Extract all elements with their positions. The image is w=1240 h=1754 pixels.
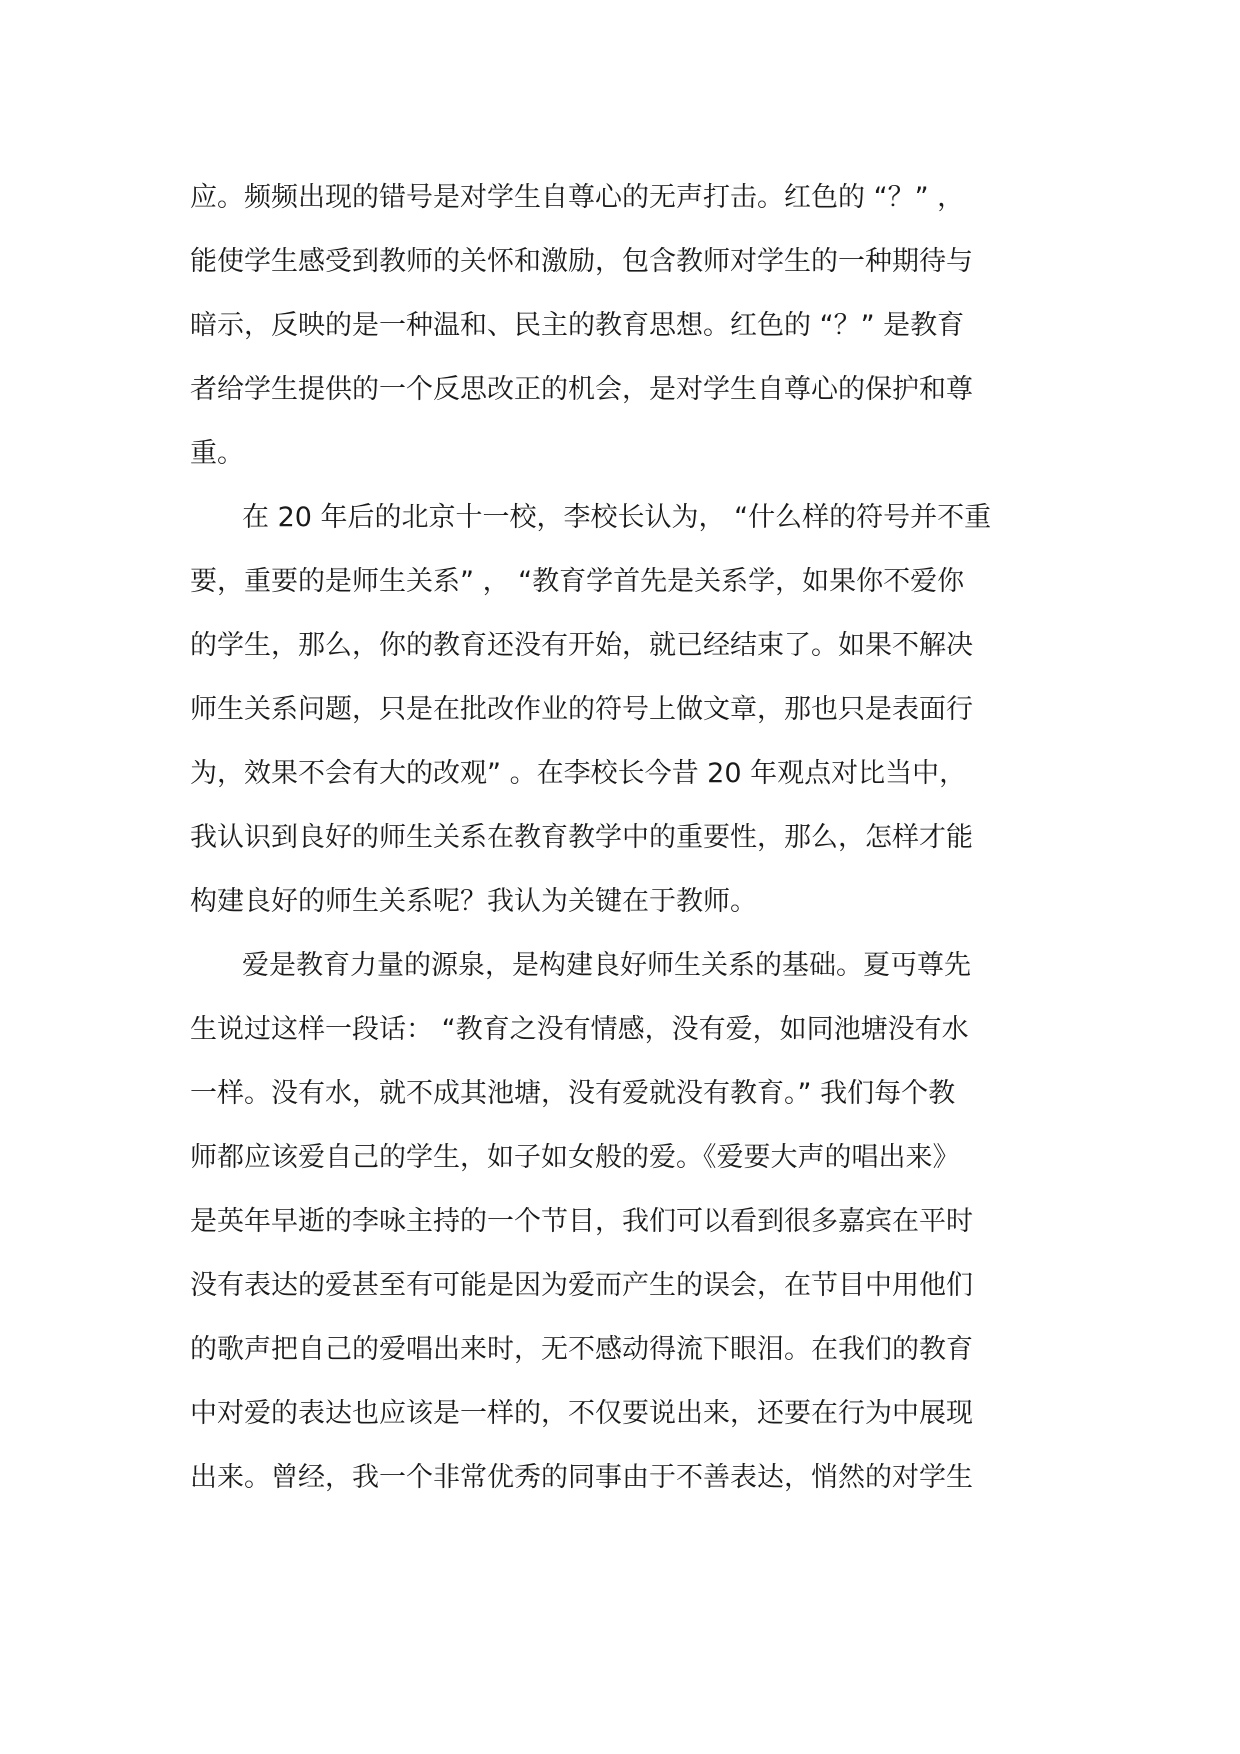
text-line: 师生关系问题，只是在批改作业的符号上做文章，那也只是表面行	[190, 694, 973, 725]
text-line: 我认识到良好的师生关系在教育教学中的重要性，那么，怎样才能	[190, 822, 973, 853]
text-line: 是英年早逝的李咏主持的一个节目，我们可以看到很多嘉宾在平时	[190, 1206, 973, 1237]
text-line: 一样。没有水，就不成其池塘，没有爱就没有教育。” 我们每个教	[190, 1078, 956, 1109]
paragraph-first-line: 在 20 年后的北京十一校，李校长认为， “什么样的符号并不重	[242, 502, 992, 533]
text-line: 构建良好的师生关系呢？我认为关键在于教师。	[190, 886, 757, 917]
text-line: 能使学生感受到教师的关怀和激励，包含教师对学生的一种期待与	[190, 246, 973, 277]
text-line: 师都应该爱自己的学生，如子如女般的爱。《爱要大声的唱出来》	[190, 1142, 960, 1173]
text-line: 中对爱的表达也应该是一样的，不仅要说出来，还要在行为中展现	[190, 1398, 973, 1429]
paragraph-first-line: 爱是教育力量的源泉，是构建良好师生关系的基础。夏丏尊先	[242, 950, 971, 981]
text-line: 出来。曾经，我一个非常优秀的同事由于不善表达，悄然的对学生	[190, 1462, 973, 1493]
text-line: 暗示，反映的是一种温和、民主的教育思想。红色的 “？” 是教育	[190, 310, 965, 341]
text-line: 的学生，那么，你的教育还没有开始，就已经结束了。如果不解决	[190, 630, 973, 661]
text-line: 的歌声把自己的爱唱出来时，无不感动得流下眼泪。在我们的教育	[190, 1334, 973, 1365]
text-line: 应。频频出现的错号是对学生自尊心的无声打击。红色的 “？” ，	[190, 182, 965, 213]
text-line: 者给学生提供的一个反思改正的机会，是对学生自尊心的保护和尊	[190, 374, 973, 405]
text-line: 没有表达的爱甚至有可能是因为爱而产生的误会，在节目中用他们	[190, 1270, 973, 1301]
text-line: 为，效果不会有大的改观” 。在李校长今昔 20 年观点对比当中，	[190, 758, 967, 789]
text-line: 生说过这样一段话： “教育之没有情感，没有爱，如同池塘没有水	[190, 1014, 969, 1045]
body-text	[190, 166, 1050, 1510]
text-line: 重。	[190, 438, 244, 469]
text-line: 要，重要的是师生关系” ， “教育学首先是关系学，如果你不爱你	[190, 566, 965, 597]
